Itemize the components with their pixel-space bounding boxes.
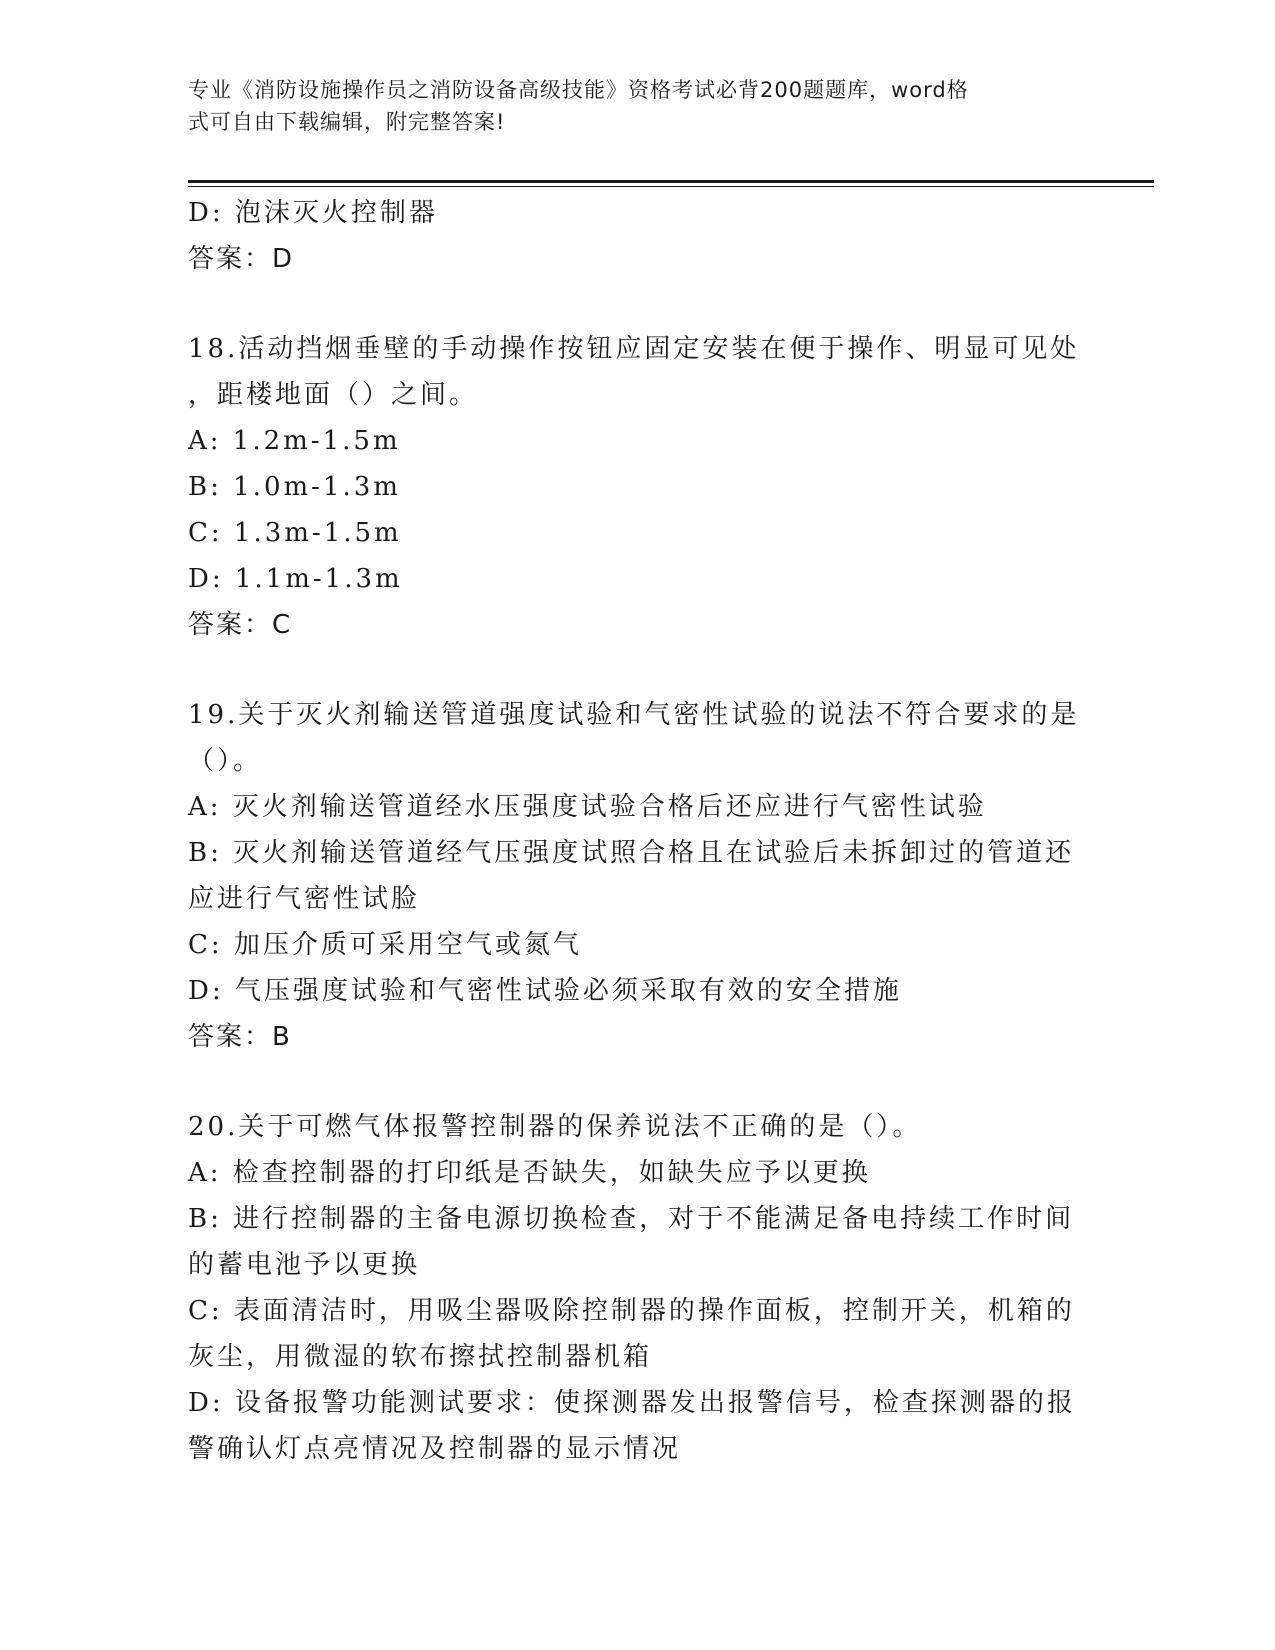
option-d: D: 1.1m-1.3m [188, 564, 403, 594]
option-c: C: 表面清洁时，用吸尘器吸除控制器的操作面板，控制开关，机箱的 [188, 1296, 1075, 1326]
header-line-2: 式可自由下载编辑，附完整答案! [188, 110, 506, 134]
option-b: B: 灭火剂输送管道经气压强度试照合格且在试验后未拆卸过的管道还 [188, 838, 1075, 868]
option-c: C: 1.3m-1.5m [188, 518, 402, 548]
question-stem: 20.关于可燃气体报警控制器的保养说法不正确的是（）。 [188, 1112, 922, 1142]
question-stem: 19.关于灭火剂输送管道强度试验和气密性试验的说法不符合要求的是 [188, 700, 1080, 730]
question-19 [188, 692, 1088, 1060]
option-c-continued: 灰尘，用微湿的软布擦拭控制器机箱 [188, 1342, 653, 1372]
question-18 [188, 326, 1088, 648]
document-body [188, 190, 1088, 1472]
option-c: C: 加压介质可采用空气或氮气 [188, 930, 582, 960]
page-header [188, 74, 1068, 138]
option-a: A: 1.2m-1.5m [188, 426, 401, 456]
option-a: A: 灭火剂输送管道经水压强度试验合格后还应进行气密性试验 [188, 792, 987, 822]
question-20 [188, 1104, 1088, 1472]
question-stem: ，距楼地面（）之间。 [188, 380, 479, 410]
header-line-1: 专业《消防设施操作员之消防设备高级技能》资格考试必背200题题库，word格 [188, 78, 969, 102]
question-stem: （）。 [188, 746, 263, 776]
option-d: D: 设备报警功能测试要求：使探测器发出报警信号，检查探测器的报 [188, 1388, 1076, 1418]
option-b: B: 进行控制器的主备电源切换检查，对于不能满足备电持续工作时间 [188, 1204, 1075, 1234]
answer: 答案：C [188, 610, 293, 640]
answer: 答案：D [188, 244, 295, 274]
header-divider-thick [188, 180, 1154, 183]
option-d-continued: 警确认灯点亮情况及控制器的显示情况 [188, 1434, 682, 1464]
question-17-continuation [188, 190, 1088, 282]
header-divider-thin [188, 186, 1154, 187]
option-b-continued: 的蓄电池予以更换 [188, 1250, 421, 1280]
option-b: B: 1.0m-1.3m [188, 472, 401, 502]
answer: 答案：B [188, 1022, 292, 1052]
option-a: A: 检查控制器的打印纸是否缺失，如缺失应予以更换 [188, 1158, 871, 1188]
option-d: D: 泡沫灭火控制器 [188, 198, 438, 228]
question-stem: 18.活动挡烟垂壁的手动操作按钮应固定安装在便于操作、明显可见处 [188, 334, 1080, 364]
option-b-continued: 应进行气密性试脸 [188, 884, 421, 914]
option-d: D: 气压强度试验和气密性试验必须采取有效的安全措施 [188, 976, 902, 1006]
